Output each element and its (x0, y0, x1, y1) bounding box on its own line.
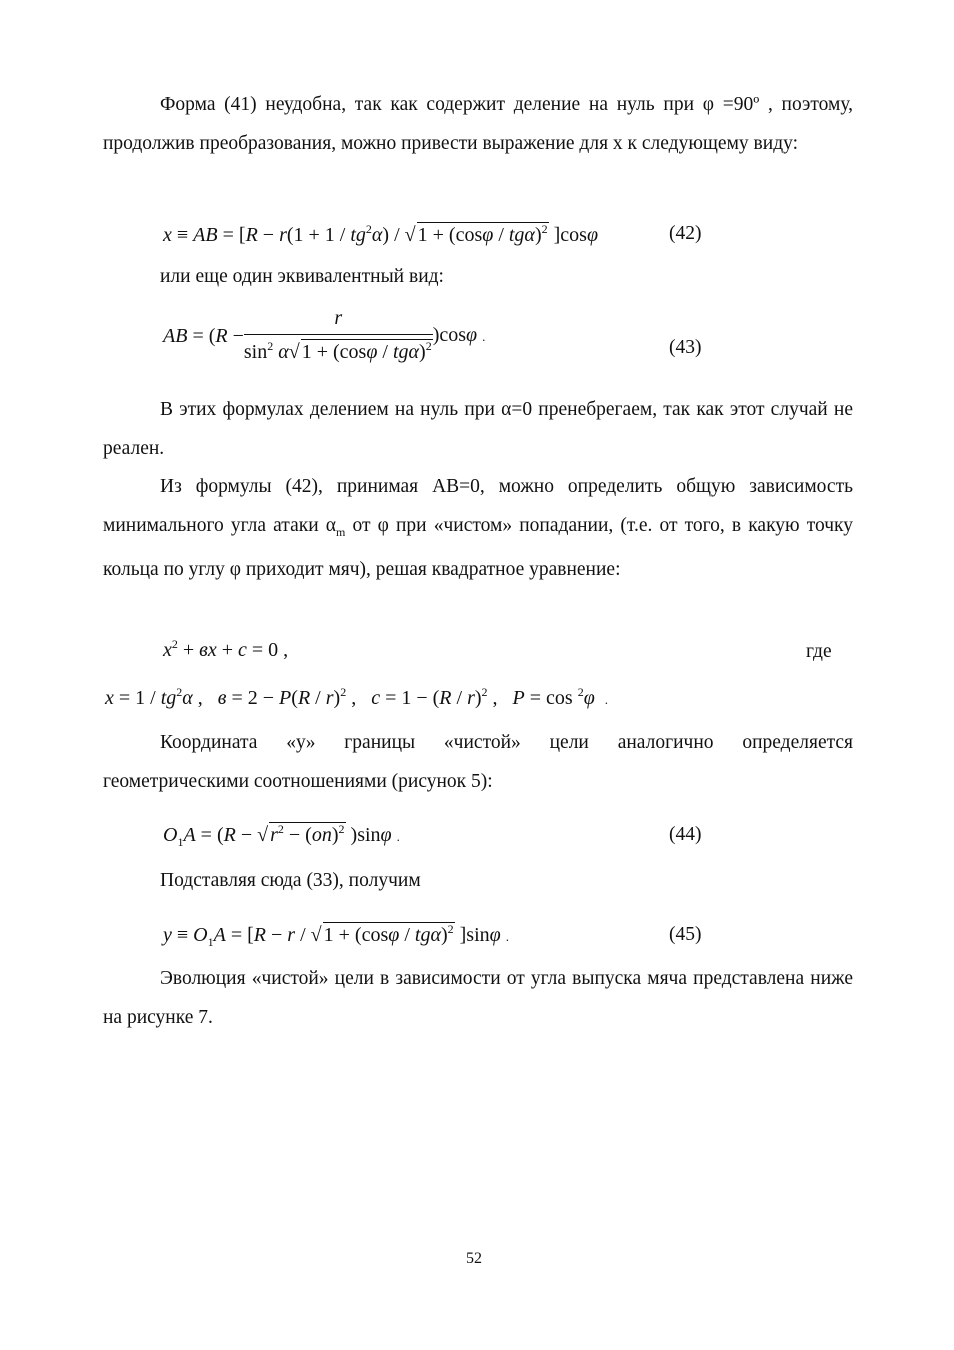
formula-42: x ≡ AB = [$R - r(1 + 1 / tg^2\alpha)$ / √ 1 + (cosφ / tgα)$^2$ ]cosφ (163, 222, 598, 249)
equation-number-45: (45) (669, 924, 702, 945)
paragraph-division-zero: В этих формулах делением на нуль при α=0 пренебрегаем, так как этот случай не реален. (103, 399, 853, 459)
where-label: где (806, 641, 832, 662)
page-number: 52 (466, 1250, 482, 1267)
equation-number-42: (42) (669, 223, 702, 244)
alpha-subscript: m (335, 524, 346, 539)
paragraph-coordinate-y: Координата «y» границы «чистой» цели аналогично определяется геометрическими соотношениями (рисунок 5): (103, 732, 853, 792)
equation-number-44: (44) (669, 824, 702, 845)
paragraph-substituting: Подставляя сюда (33), получим (160, 870, 421, 891)
equation-number-43: (43) (669, 337, 702, 358)
formula-45: $y \equiv O_1A = [R - r$ / √ 1 + (cosφ / tgα)$^2$ ]sinφ . (163, 922, 509, 949)
formula-44: $O_1A = (R$ − √ $r^2 - (on)^2$ )sinφ . (163, 822, 400, 849)
paragraph-part-a: Из формулы (42), принимая АВ=0, можно определить общую зависимость минимального угла атаки α (103, 476, 853, 536)
formula-coefficients: $x = 1 / tg^2\alpha$ , в = 2 − P(R / r)$^2$ , c = 1 − (R / r)$^2$ , P = cos $^2$φ . (105, 685, 609, 709)
formula-43: AB = (R − $\frac{r}{\sin^2 \alpha√ 1 + (\cos\varphi / tg\alpha)^2}$ )cosφ . (163, 306, 485, 366)
paragraph-equivalent: или еще один эквивалентный вид: (160, 266, 444, 287)
paragraph-formula-42-analysis (103, 468, 853, 589)
paragraph-form-41: Форма (41) неудобна, так как содержит деление на нуль при φ =90º , поэтому, продолжив преобразования, можно привести выражение для x к следующему виду: (103, 94, 853, 154)
paragraph-evolution: Эволюция «чистой» цели в зависимости от угла выпуска мяча представлена ниже на рисунке 7. (103, 968, 853, 1028)
paragraph-part-b: от φ при «чистом» попадании, (т.е. от того, в какую точку кольца по углу φ приходит мяч), решая квадратное уравнение: (103, 514, 853, 580)
formula-quadratic: $x^2$ + вx + c = 0 , (163, 637, 289, 661)
